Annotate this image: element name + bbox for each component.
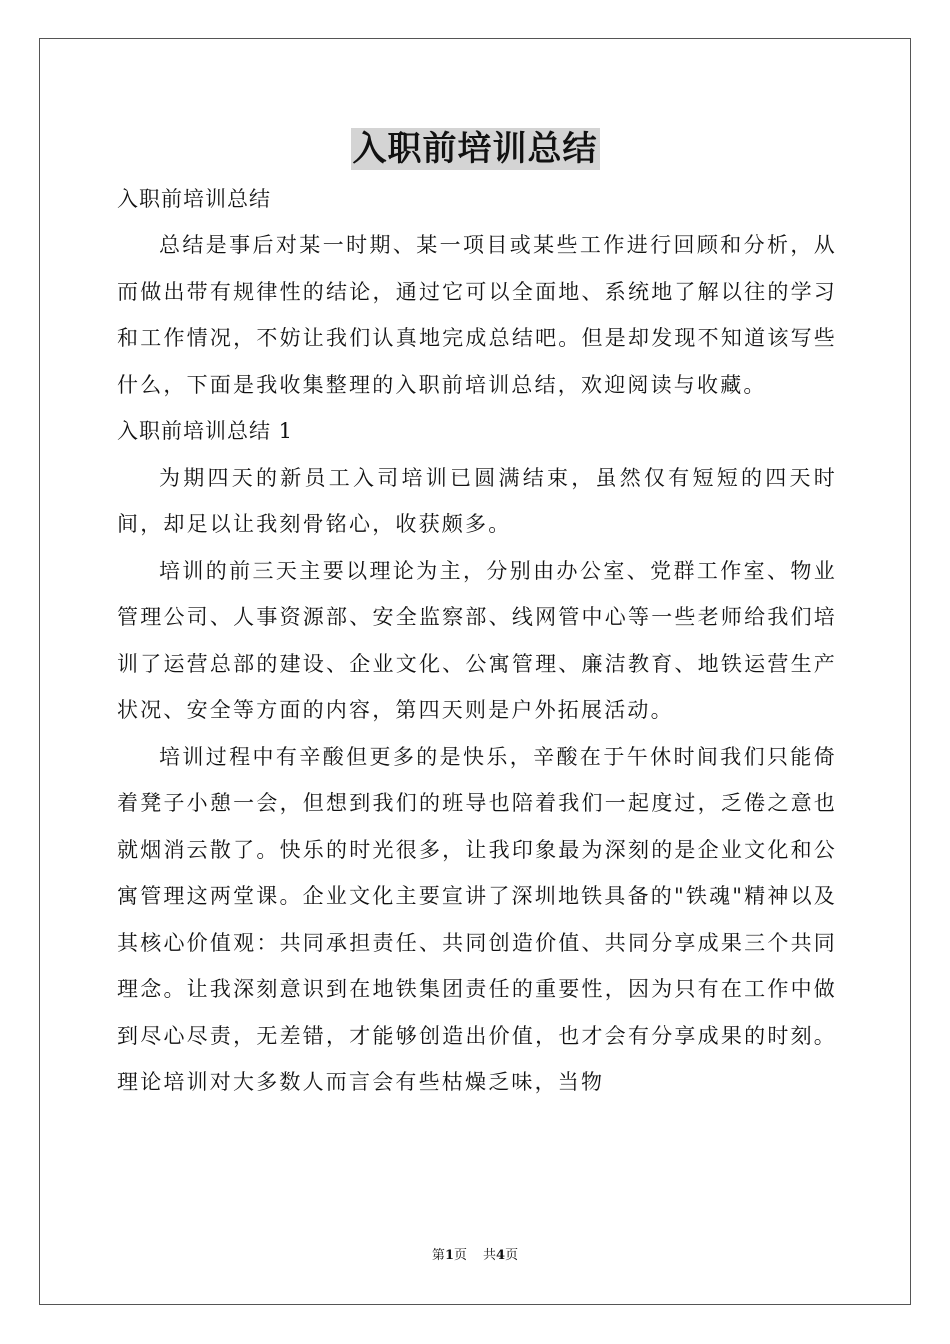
- section-heading: 入职前培训总结 1: [117, 419, 294, 443]
- total-page-number: 4: [496, 1248, 506, 1263]
- title-container: [0, 128, 950, 170]
- paragraph: 培训的前三天主要以理论为主，分别由办公室、党群工作室、物业管理公司、人事资源部、安全监察部、线网管中心等一些老师给我们培训了运营总部的建设、企业文化、公寓管理、廉洁教育、地铁运营生产状况、安全等方面的内容，第四天则是户外拓展活动。: [117, 558, 837, 722]
- current-page-number: 1: [444, 1248, 454, 1263]
- intro-paragraph: 总结是事后对某一时期、某一项目或某些工作进行回顾和分析，从而做出带有规律性的结论，通过它可以全面地、系统地了解以往的学习和工作情况，不妨让我们认真地完成总结吧。但是却发现不知道该写些什么，下面是我收集整理的入职前培训总结，欢迎阅读与收藏。: [117, 233, 837, 397]
- total-suffix: 页: [505, 1248, 519, 1263]
- page-footer: [0, 1248, 950, 1264]
- total-prefix: 共: [483, 1248, 497, 1263]
- page-prefix: 第: [431, 1248, 445, 1263]
- page-suffix: 页: [453, 1248, 467, 1263]
- document-body: [117, 176, 837, 1106]
- paragraph: 培训过程中有辛酸但更多的是快乐，辛酸在于午休时间我们只能倚着凳子小憩一会，但想到我们的班导也陪着我们一起度过，乏倦之意也就烟消云散了。快乐的时光很多，让我印象最为深刻的是企业文化和公寓管理这两堂课。企业文化主要宣讲了深圳地铁具备的"铁魂"精神以及其核心价值观：共同承担责任、共同创造价值、共同分享成果三个共同理念。让我深刻意识到在地铁集团责任的重要性，因为只有在工作中做到尽心尽责，无差错，才能够创造出价值，也才会有分享成果的时刻。理论培训对大多数人而言会有些枯燥乏味，当物: [117, 744, 837, 1094]
- document-title: 入职前培训总结: [352, 129, 598, 169]
- paragraph: 为期四天的新员工入司培训已圆满结束，虽然仅有短短的四天时间，却足以让我刻骨铭心，收获颇多。: [117, 465, 837, 536]
- document-subtitle: 入职前培训总结: [117, 187, 271, 211]
